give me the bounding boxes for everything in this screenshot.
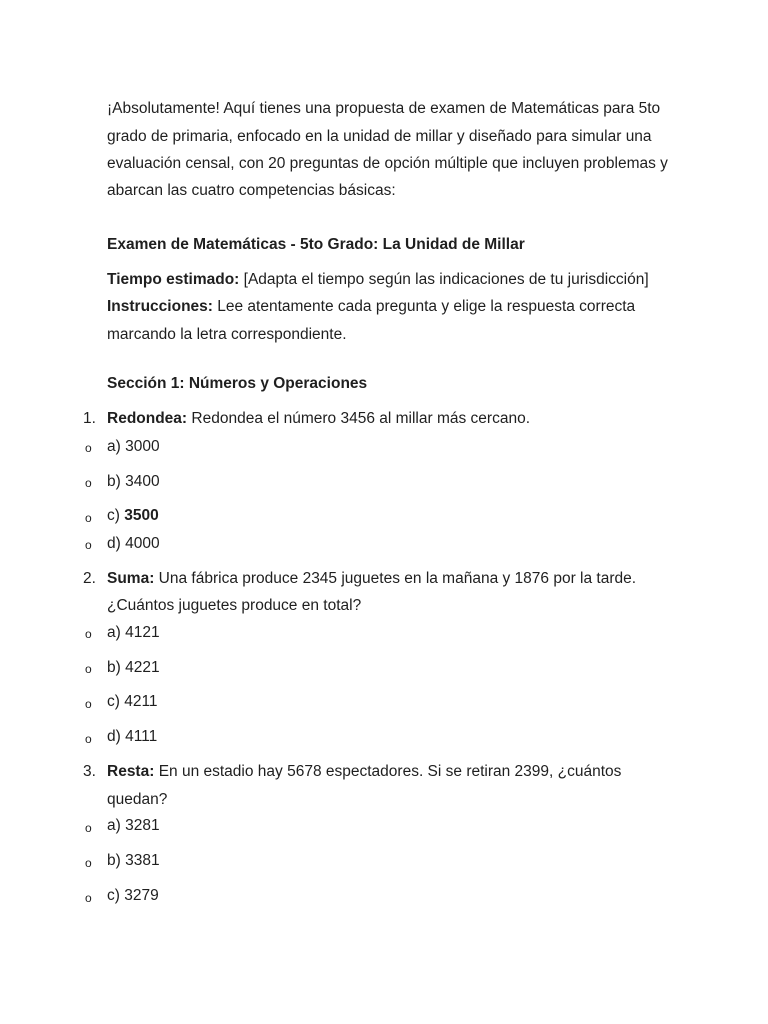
time-estimate	[107, 270, 649, 290]
intro-line-1: ¡Absolutamente! Aquí tienes una propuesta de examen de Matemáticas para 5to	[107, 100, 661, 117]
q2-option-c: c) 4211	[107, 693, 158, 710]
time-label: Tiempo estimado:	[107, 271, 240, 288]
intro-line-4: abarcan las cuatro competencias básicas:	[107, 182, 396, 199]
question-2-text-2: ¿Cuántos juguetes produce en total?	[107, 597, 362, 614]
bullet-icon: o	[85, 732, 92, 746]
instructions-text: Lee atentamente cada pregunta y elige la respuesta correcta	[212, 298, 636, 315]
q2-option-b: b) 4221	[107, 659, 160, 676]
instructions-line-2: marcando la letra correspondiente.	[107, 326, 347, 343]
q3-option-c: c) 3279	[107, 887, 159, 904]
q2-option-a: a) 4121	[107, 624, 160, 641]
question-3-label: Resta:	[107, 763, 155, 780]
question-2-label: Suma:	[107, 570, 155, 587]
question-2-text: Suma: Una fábrica produce 2345 juguetes en la mañana y 1876 por la tarde.	[107, 570, 637, 587]
exam-title: Examen de Matemáticas - 5to Grado: La Unidad de Millar	[107, 236, 525, 253]
question-2-number: 2.	[83, 570, 96, 587]
intro-line-2: grado de primaria, enfocado en la unidad de millar y diseñado para simular una	[107, 128, 652, 145]
q3-option-b: b) 3381	[107, 852, 160, 869]
q1-option-c: c) 3500	[107, 507, 159, 524]
bullet-icon: o	[85, 511, 92, 525]
question-3-text: Resta: En un estadio hay 5678 espectadores. Si se retiran 2399, ¿cuántos	[107, 763, 622, 780]
bullet-icon: o	[85, 476, 92, 490]
bullet-icon: o	[85, 821, 92, 835]
q1-option-b: b) 3400	[107, 473, 160, 490]
bullet-icon: o	[85, 697, 92, 711]
intro-line-3: evaluación censal, con 20 preguntas de opción múltiple que incluyen problemas y	[107, 155, 668, 172]
instructions-line-1	[107, 297, 635, 317]
bullet-icon: o	[85, 441, 92, 455]
question-1-number: 1.	[83, 410, 96, 427]
q2-option-d: d) 4111	[107, 728, 158, 745]
question-1-text: Redondea: Redondea el número 3456 al millar más cercano.	[107, 410, 531, 427]
q1-option-c-value: 3500	[124, 507, 159, 524]
bullet-icon: o	[85, 538, 92, 552]
q3-option-a: a) 3281	[107, 817, 160, 834]
question-3-number: 3.	[83, 763, 96, 780]
bullet-icon: o	[85, 856, 92, 870]
section-1-title: Sección 1: Números y Operaciones	[107, 375, 368, 392]
time-text: [Adapta el tiempo según las indicaciones de tu jurisdicción]	[239, 271, 649, 288]
question-1-label: Redondea:	[107, 410, 188, 427]
question-3-text-2: quedan?	[107, 791, 168, 808]
instructions-label: Instrucciones:	[107, 298, 213, 315]
bullet-icon: o	[85, 891, 92, 905]
bullet-icon: o	[85, 627, 92, 641]
q1-option-a: a) 3000	[107, 438, 160, 455]
q1-option-d: d) 4000	[107, 535, 160, 552]
bullet-icon: o	[85, 662, 92, 676]
